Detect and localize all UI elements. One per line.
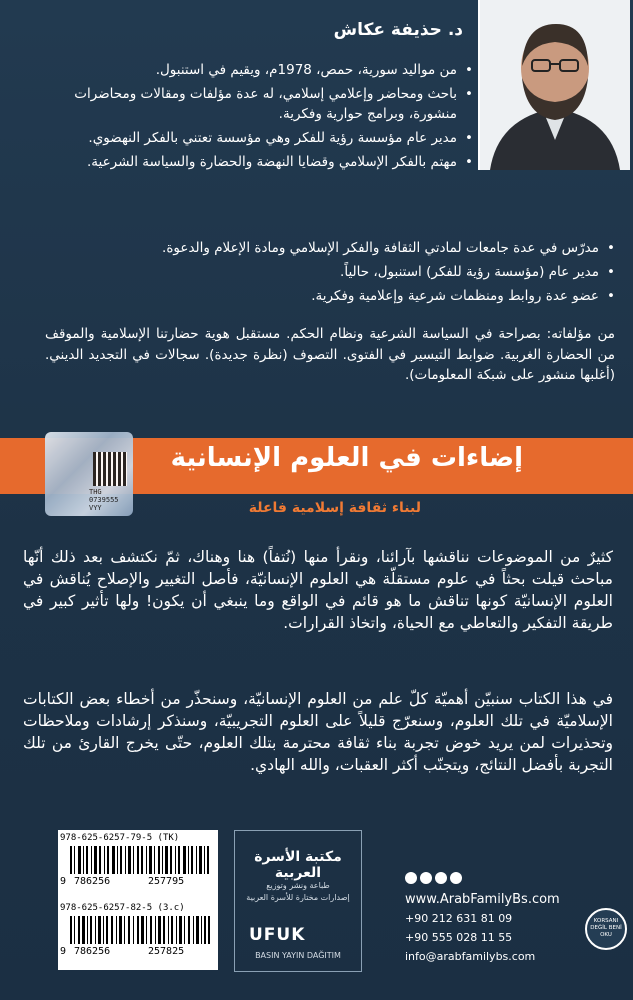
book-subtitle: لبناء ثقافة إسلامية فاعلة [248, 500, 421, 516]
book-title: إضاءات في العلوم الإنسانية [170, 443, 523, 473]
author-bio-top [63, 60, 473, 176]
ufuk-subtitle: BASIN YAYIN DAĞITIM [255, 951, 341, 960]
bio-item: • مدير عام (مؤسسة رؤية للفكر) استنبول، حالياً. [60, 262, 615, 282]
bio-item: • عضو عدة روابط ومنظمات شرعية وإعلامية وفكرية. [60, 286, 615, 306]
isbn-digits: 9 [60, 946, 67, 957]
bio-item: • مدير عام مؤسسة رؤية للفكر وهي مؤسسة تعتني بالفكر النهضوي. [63, 128, 473, 148]
publisher-tagline: طباعة ونشر وتوزيع [266, 881, 330, 890]
bio-item: • من مواليد سورية، حمص، 1978م، ويقيم في استنبول. [63, 60, 473, 80]
publisher-box [234, 830, 362, 972]
publisher-name: مكتبة الأسرة العربية [254, 849, 342, 881]
author-photo [478, 0, 630, 170]
author-works: من مؤلفاته: بصراحة في السياسة الشرعية ونظام الحكم. مستقبل هوية حضارتنا الإسلامية والموقف من الحضارة الغربية. ضوابط التيسير في الفتوى. التصوف (نظرة جديدة). سجالات في التجديد الديني. (أغلبها منشور على شبكة المعلومات). [45, 326, 615, 383]
ufuk-logo: UFUK [249, 925, 306, 945]
contact-info [405, 872, 605, 966]
whatsapp-number: +90 555 028 11 55 [405, 931, 513, 944]
bio-item: • باحث ومحاضر وإعلامي إسلامي، له عدة مؤلفات ومقالات ومحاضرات منشورة، وبرامج حوارية وفكرية. [63, 84, 473, 124]
barcode-icon [70, 846, 210, 874]
phone-number: +90 212 631 81 09 [405, 912, 513, 925]
hologram-sticker [45, 432, 133, 516]
isbn-tk: 978-625-6257-79-5 (TK) [60, 833, 180, 843]
author-bio-bottom [60, 238, 615, 310]
isbn-digits: 786256 [74, 946, 111, 957]
isbn-digits: 257825 [148, 946, 185, 957]
website-link[interactable]: www.ArabFamilyBs.com [405, 892, 560, 907]
blurb-paragraph: كثيرٌ من الموضوعات نناقشها بآرائنا، ونقرأ منها (نُتفاً) هنا وهناك، ثمّ نكتشف بعد ذلك أنّها مباحث قيلت بحثاً في علوم مستقلّة هي العلوم الإنسانيّة، فأصل التغيير والإصلاح يُناقش في العلوم الإنسانيّة كونها تناقش ما هو قائم في الواقع وما ينبغي أن يكون! ولها تأثير كبير في طريقة التفكير والتعاطي مع الحياة، واتخاذ القرارات. [23, 548, 613, 632]
bio-item: • مدرّس في عدة جامعات لمادتي الثقافة والفكر الإسلامي ومادة الإعلام والدعوة. [60, 238, 615, 258]
blurb-paragraph: في هذا الكتاب سنبيّن أهميّة كلّ علم من العلوم الإنسانيّة، وسنحذّر من أخطاء بعض الكتابات الإسلاميّة في تلك العلوم، وسنعرّج قليلاً على العلوم التجريبيّة، وسنذكر إرشادات وملاحظات وتحذيرات لمن يريد خوض تجربة بناء ثقافة محترمة بتلك العلوم، حتّى يخرج القارئ من تلك التجربة بأفضل النتائج، ويتجنّب أكثر العقبات، والله الهادي. [23, 690, 613, 774]
isbn-digits: 9 [60, 876, 67, 887]
anti-piracy-badge: KORSANI DEĞİL BENİ OKU [585, 908, 627, 950]
isbn-3c: 978-625-6257-82-5 (3.c) [60, 903, 185, 913]
qr-code-icon [93, 452, 127, 486]
bio-item: • مهتم بالفكر الإسلامي وقضايا النهضة والحضارة والسياسة الشرعية. [63, 152, 473, 172]
author-name: د. حذيفة عكاش [333, 20, 463, 40]
isbn-barcodes [58, 830, 218, 970]
sticker-code: THG 0739555 VYY [89, 488, 119, 512]
barcode-icon [70, 916, 210, 944]
isbn-digits: 257795 [148, 876, 185, 887]
email-link[interactable]: info@arabfamilybs.com [405, 950, 536, 963]
publisher-tagline-2: إصدارات مختارة للأسرة العربية [246, 893, 350, 902]
isbn-digits: 786256 [74, 876, 111, 887]
